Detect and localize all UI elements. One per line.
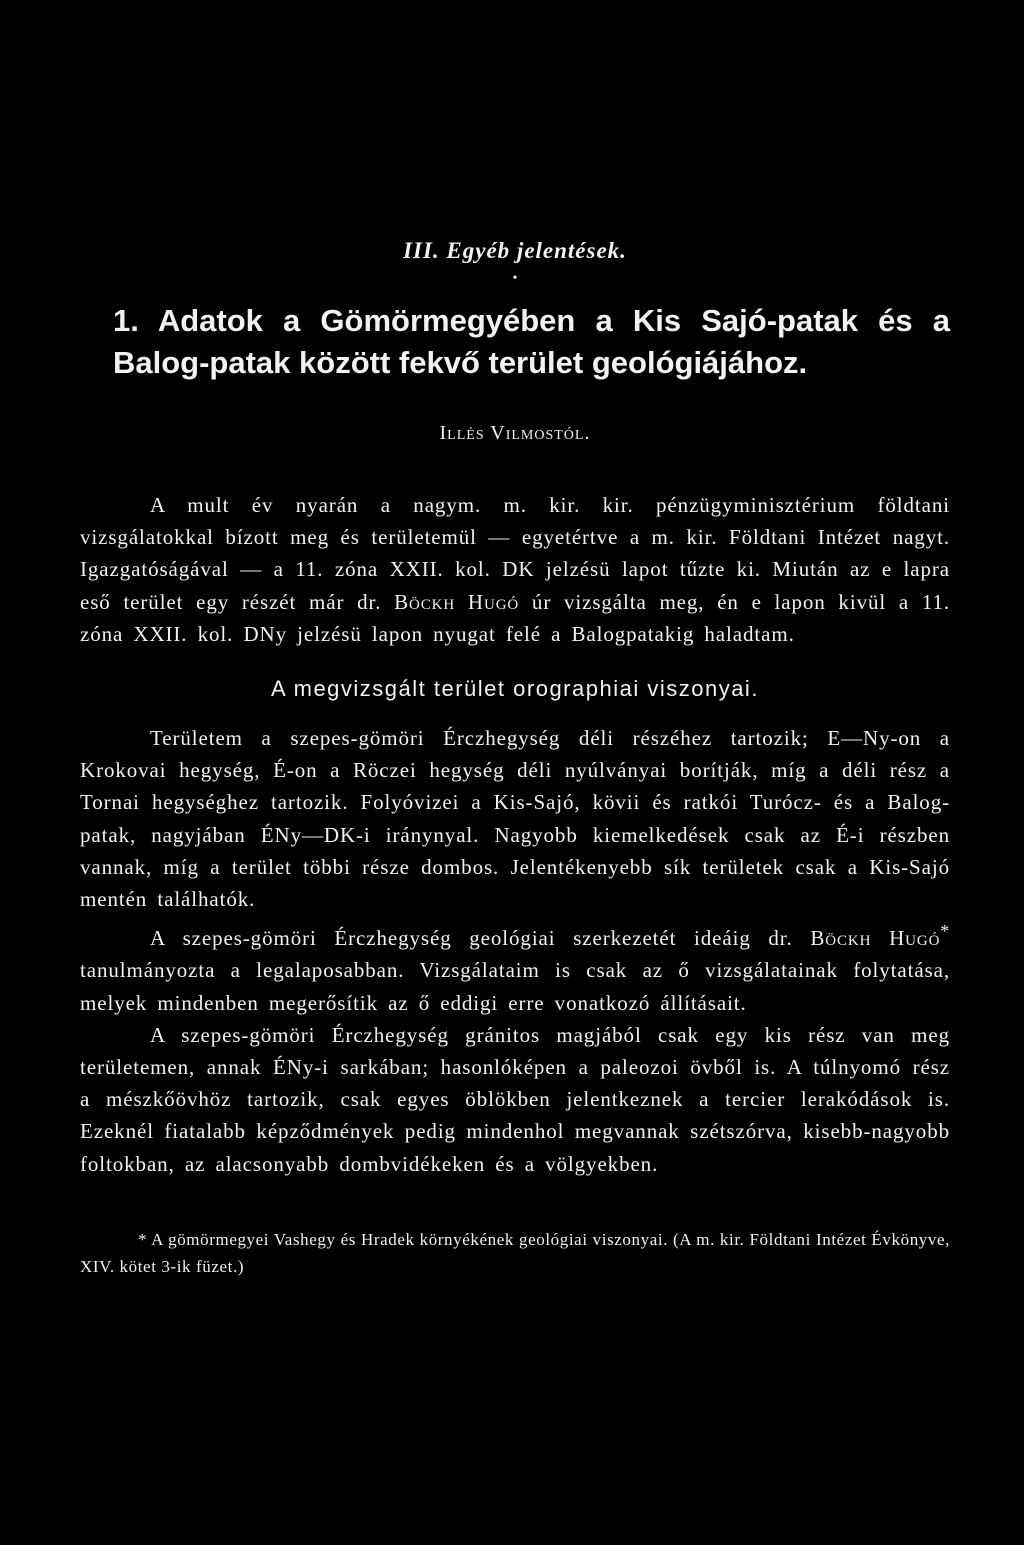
footnote-reference[interactable]: * bbox=[940, 921, 950, 942]
body-paragraph-orography: Területem a szepes-gömöri Érczhegység déli részéhez tartozik; E—Ny-on a Krokovai hegység, É-on a Röczei hegység déli nyúlványai borítják, míg a déli rész a Tornai hegységhez tartozik. Folyóvizei a Kis-Sajó, kövii és ratkói Turócz- és a Balog-patak, nagyjában ÉNy—DK-i iránynyal. Nagyobb kiemelkedések csak az É-i részben vannak, míg a terület többi része dombos. Jelentékenyebb sík területek csak a Kis-Sajó mentén találhatók. bbox=[80, 726, 950, 912]
intro-paragraph bbox=[80, 489, 950, 650]
section-heading: III. Egyéb jelentések. bbox=[403, 238, 627, 263]
author-name: Böckh Hugó bbox=[394, 589, 520, 614]
section-subheading: A megvizsgált terület orographiai viszonyai. bbox=[271, 676, 759, 702]
article-author: Illés Vilmostól. bbox=[439, 422, 591, 444]
article-number: 1. bbox=[113, 303, 139, 338]
geology-text-a: A szepes-gömöri Érczhegység geológiai szerkezetét ideáig dr. bbox=[150, 926, 793, 951]
body-paragraph-granite: A szepes-gömöri Érczhegység gránitos magjából csak egy kis rész van meg területemen, annak ÉNy-i sarkában; hasonlóképen a paleozoi övből is. A túlnyomó rész a mészkőövhöz tartozik, csak egyes öblökben jelentkeznek a tercier lerakódások is. Ezeknél fiatalabb képződmények pedig mindenhol megvannak szétszórva, kisebb-nagyobb foltokban, az alacsonyabb dombvidékeken és a völgyekben. bbox=[80, 1022, 950, 1176]
author-name: Böckh Hugó bbox=[810, 926, 941, 951]
footnote-mark: * bbox=[138, 1229, 148, 1249]
footnote bbox=[80, 1226, 950, 1280]
article-title-text: Adatok a Gömörmegyében a Kis Sajó-patak és a Balog-patak között fekvő terület geológiájához. bbox=[113, 303, 950, 380]
section-mark: • bbox=[512, 271, 518, 286]
document-page bbox=[80, 238, 950, 1280]
intro-text-a: A mult év nyarán a nagym. m. kir. kir. pénzügyminisztérium földtani vizsgálatokkal bízott meg és területemül — egyetértve a m. kir. Földtani Intézet nagyt. Igazgatóságával — a 11. zóna XXII. kol. DK jelzésü lapot tűzte ki. Miután az e lapra eső terület egy részét már dr. bbox=[80, 493, 950, 614]
intro-text-b: úr vizsgálta meg, én e lapon kivül a 11. zóna XXII. kol. DNy jelzésü lapon nyugat felé a Balogpatakig haladtam. bbox=[80, 589, 950, 646]
footnote-text: A gömörmegyei Vashegy és Hradek környékének geológiai viszonyai. (A m. kir. Földtani Intézet Évkönyve, XIV. kötet 3-ik füzet.) bbox=[80, 1229, 950, 1276]
geology-text-b: tanulmányozta a legalaposabban. Vizsgálataim is csak az ő vizsgálatainak folytatása, melyek mindenben megerősítik az ő eddigi erre vonatkozó állításait. bbox=[80, 958, 950, 1015]
article-title bbox=[80, 300, 950, 384]
body-paragraph-geology bbox=[80, 915, 950, 1019]
